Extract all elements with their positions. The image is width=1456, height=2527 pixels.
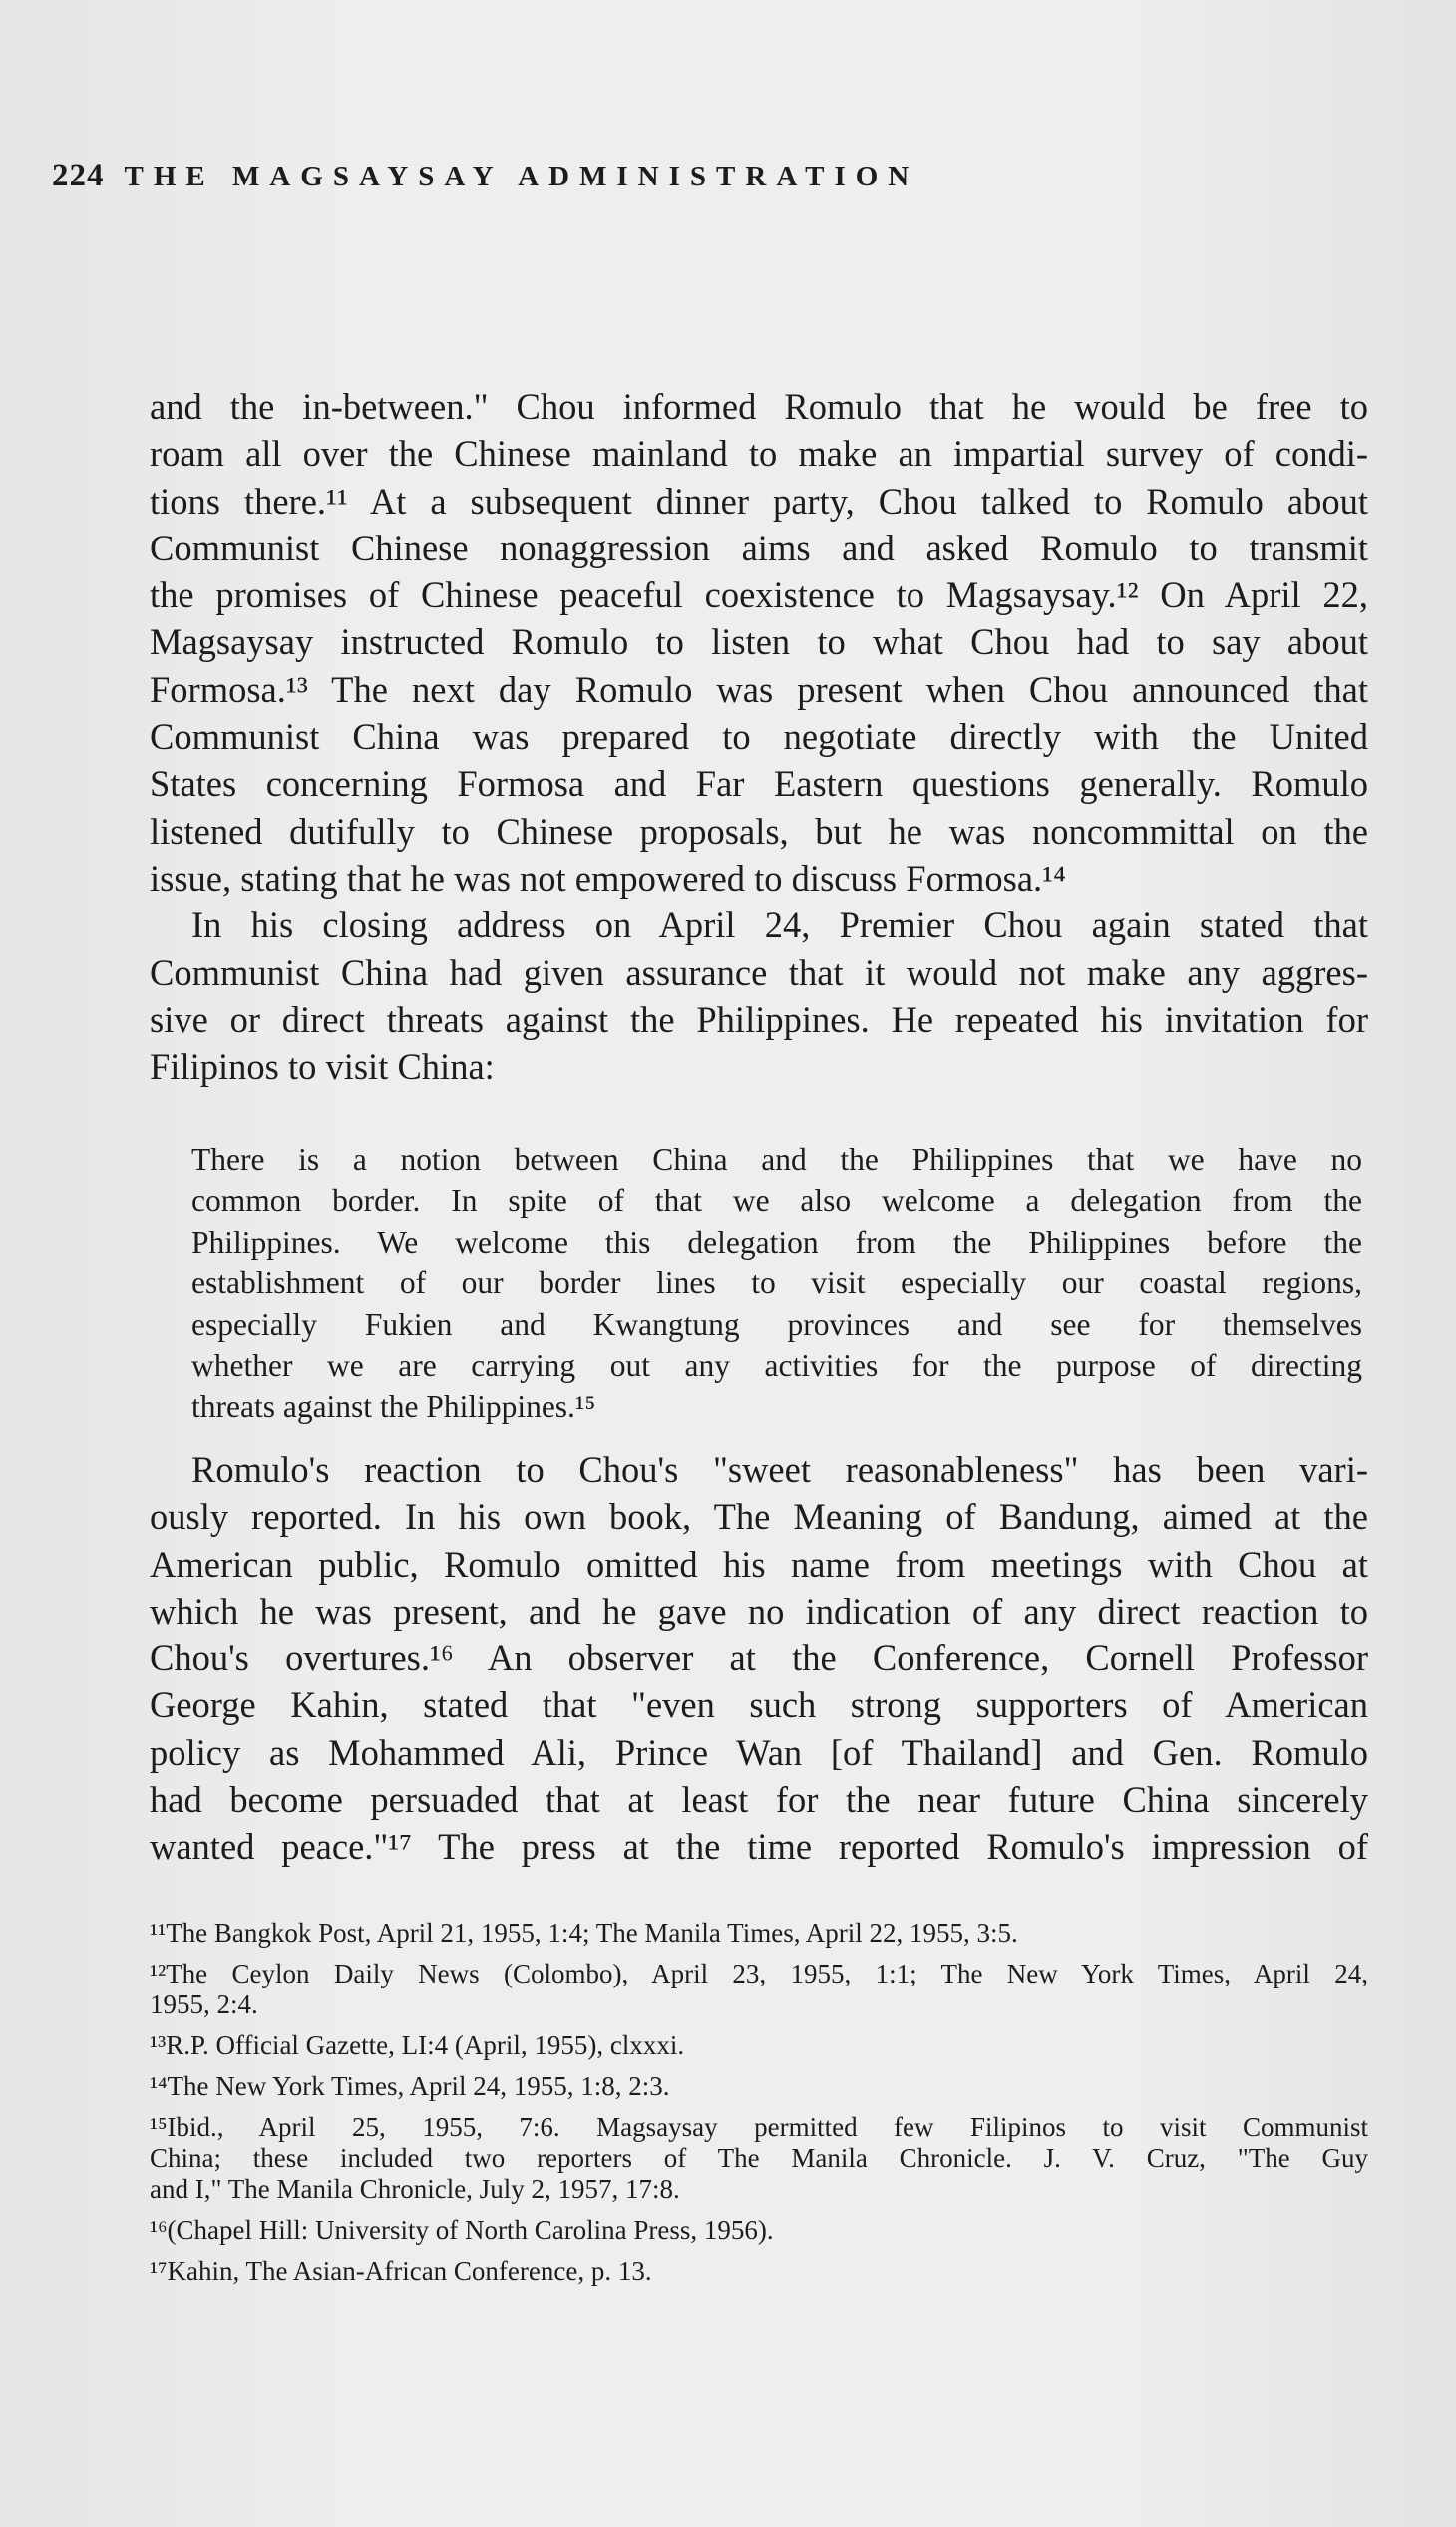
- footnote-12: [150, 1959, 1368, 2020]
- quote-line: whether we are carrying out any activities for the purpose of directing: [191, 1348, 1362, 1384]
- footnote-13: [150, 2030, 1368, 2061]
- text-line: roam all over the Chinese mainland to make an impartial survey of condi-: [150, 433, 1368, 475]
- footnote-line: and I," The Manila Chronicle, July 2, 1957, 17:8.: [150, 2174, 680, 2204]
- footnote-line: ¹⁵Ibid., April 25, 1955, 7:6. Magsaysay permitted few Filipinos to visit Communist: [150, 2112, 1368, 2142]
- footnote-16: [150, 2215, 1368, 2246]
- quote-line: common border. In spite of that we also welcome a delegation from the: [191, 1183, 1362, 1219]
- footnotes: [150, 1918, 1368, 2297]
- quote-line: establishment of our border lines to visit especially our coastal regions,: [191, 1265, 1362, 1301]
- text-line: Communist China had given assurance that it would not make any aggres-: [150, 951, 1368, 993]
- running-title: THE MAGSAYSAY ADMINISTRATION: [124, 161, 919, 192]
- text-line: which he was present, and he gave no indication of any direct reaction to: [150, 1590, 1368, 1631]
- footnote-17: [150, 2256, 1368, 2287]
- text-line: ously reported. In his own book, The Meaning of Bandung, aimed at the: [150, 1496, 1368, 1538]
- footnote-line: ¹⁷Kahin, The Asian-African Conference, p. 13.: [150, 2256, 652, 2286]
- quote-line: threats against the Philippines.¹⁵: [191, 1389, 596, 1425]
- paragraph-2-cont: [150, 949, 1368, 1091]
- text-line: American public, Romulo omitted his name from meetings with Chou at: [150, 1543, 1368, 1585]
- text-line: Communist Chinese nonaggression aims and asked Romulo to transmit: [150, 527, 1368, 568]
- footnote-line: ¹¹The Bangkok Post, April 21, 1955, 1:4; The Manila Times, April 22, 1955, 3:5.: [150, 1918, 1018, 1948]
- text-line: and the in-between." Chou informed Romulo that he would be free to: [150, 386, 1368, 427]
- text-line: the promises of Chinese peaceful coexistence to Magsaysay.¹² On April 22,: [150, 574, 1368, 616]
- text-line: Communist China was prepared to negotiate directly with the United: [150, 716, 1368, 758]
- text-line: Formosa.¹³ The next day Romulo was present when Chou announced that: [150, 668, 1368, 710]
- footnote-line: ¹²The Ceylon Daily News (Colombo), April 23, 1955, 1:1; The New York Times, April 24,: [150, 1959, 1368, 1988]
- paragraph-3-first: [150, 1446, 1368, 1493]
- text-line: George Kahin, stated that "even such strong supporters of American: [150, 1684, 1368, 1726]
- quote-line: Philippines. We welcome this delegation from the Philippines before the: [191, 1224, 1362, 1260]
- text-line: listened dutifully to Chinese proposals, but he was noncommittal on the: [150, 810, 1368, 852]
- text-line: policy as Mohammed Ali, Prince Wan [of Thailand] and Gen. Romulo: [150, 1731, 1368, 1773]
- running-header: [52, 158, 918, 194]
- text-line: States concerning Formosa and Far Eastern questions generally. Romulo: [150, 763, 1368, 805]
- footnote-line: 1955, 2:4.: [150, 1989, 258, 2019]
- footnote-11: [150, 1918, 1368, 1949]
- footnote-line: ¹⁴The New York Times, April 24, 1955, 1:8, 2:3.: [150, 2071, 670, 2101]
- page-number: 224: [52, 158, 105, 193]
- text-line: had become persuaded that at least for the near future China sincerely: [150, 1779, 1368, 1821]
- body-paragraphs-top: [150, 383, 1368, 1090]
- footnote-line: ¹⁶(Chapel Hill: University of North Carolina Press, 1956).: [150, 2215, 774, 2245]
- text-line: Romulo's reaction to Chou's "sweet reasonableness" has been vari-: [191, 1449, 1368, 1490]
- footnote-14: [150, 2071, 1368, 2102]
- text-line: In his closing address on April 24, Premier Chou again stated that: [191, 904, 1368, 946]
- footnote-line: ¹³R.P. Official Gazette, LI:4 (April, 1955), clxxxi.: [150, 2030, 685, 2060]
- text-line: issue, stating that he was not empowered to discuss Formosa.¹⁴: [150, 857, 1066, 899]
- quote-line: There is a notion between China and the Philippines that we have no: [191, 1142, 1362, 1177]
- footnote-line: China; these included two reporters of The Manila Chronicle. J. V. Cruz, "The Guy: [150, 2143, 1368, 2173]
- text-line: Chou's overtures.¹⁶ An observer at the Conference, Cornell Professor: [150, 1637, 1368, 1679]
- paragraph-3: [150, 1446, 1368, 1871]
- text-line: Filipinos to visit China:: [150, 1046, 495, 1088]
- text-line: wanted peace."¹⁷ The press at the time reported Romulo's impression of: [150, 1826, 1368, 1868]
- text-line: sive or direct threats against the Philippines. He repeated his invitation for: [150, 998, 1368, 1040]
- block-quote: [191, 1139, 1362, 1428]
- footnote-15: [150, 2112, 1368, 2205]
- text-line: tions there.¹¹ At a subsequent dinner party, Chou talked to Romulo about: [150, 480, 1368, 522]
- paragraph-2: [150, 902, 1368, 948]
- paragraph-1: [150, 383, 1368, 902]
- text-line: Magsaysay instructed Romulo to listen to what Chou had to say about: [150, 621, 1368, 663]
- quote-line: especially Fukien and Kwangtung provinces and see for themselves: [191, 1306, 1362, 1342]
